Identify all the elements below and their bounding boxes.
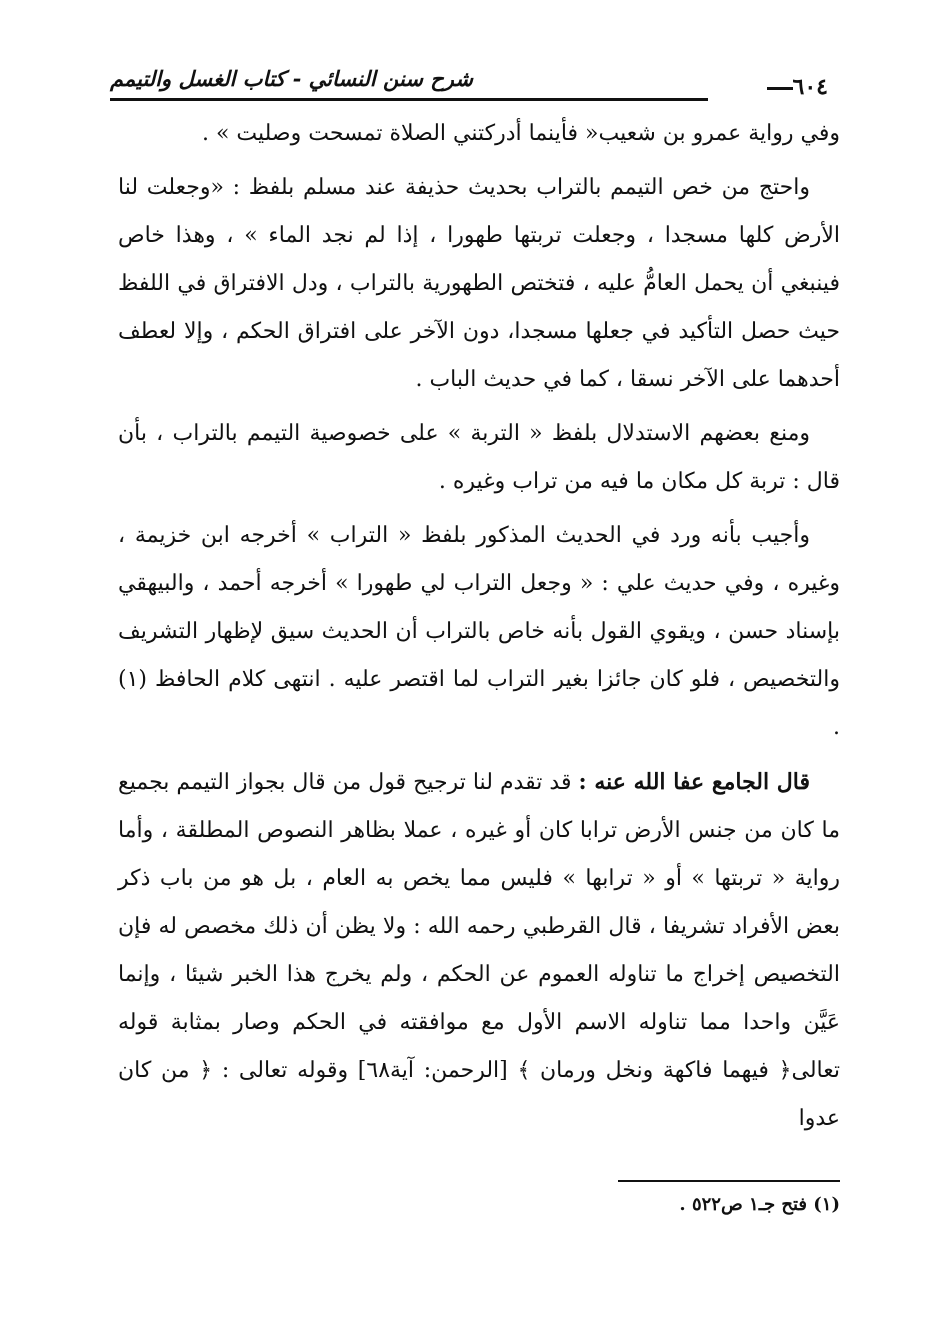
page-number-dash	[767, 87, 793, 90]
page-header	[110, 62, 828, 102]
paragraph-3: ومنع بعضهم الاستدلال بلفظ « التربة » على خصوصية التيمم بالتراب ، بأن قال : تربة كل مكان ما فيه من تراب وغيره .	[118, 421, 840, 494]
compiler-remark-lead: قال الجامع عفا الله عنه :	[578, 769, 810, 795]
paragraph-4: وأجيب بأنه ورد في الحديث المذكور بلفظ « التراب » أخرجه ابن خزيمة ، وغيره ، وفي حديث علي : « وجعل التراب لي طهورا » أخرجه أحمد ، والبيهقي بإسناد حسن ، ويقوي القول بأنه خاص بالتراب أن الحديث سيق لإظهار التشريف والتخصيص ، فلو كان جائزا بغير التراب لما اقتصر عليه . انتهى كلام الحافظ (١) .	[118, 523, 840, 740]
header-rule	[110, 98, 708, 101]
paragraph-2: واحتج من خص التيمم بالتراب بحديث حذيفة عند مسلم بلفظ : «وجعلت لنا الأرض كلها مسجدا ، وجعلت تربتها طهورا ، إذا لم نجد الماء » ، وهذا خاص فينبغي أن يحمل العامُّ عليه ، فتختص الطهورية بالتراب ، ودل الافتراق في اللفظ حيث حصل التأكيد في جعلها مسجدا، دون الآخر على افتراق الحكم ، وإلا لعطف أحدهما على الآخر نسقا ، كما في حديث الباب .	[118, 175, 840, 392]
page-number-value: ٦٠٤	[792, 74, 828, 100]
footnote: (١) فتح جـ١ ص٥٢٢ .	[679, 1194, 840, 1215]
running-title: شرح سنن النسائي - كتاب الغسل والتيمم	[110, 66, 473, 91]
paragraph-5-text: قد تقدم لنا ترجيح قول من قال بجواز التيمم بجميع ما كان من جنس الأرض ترابا كان أو غيره ، عملا بظاهر النصوص المطلقة ، وأما رواية « تربتها » أو « ترابها » فليس مما يخص به العام ، بل هو من باب ذكر بعض الأفراد تشريفا ، قال القرطبي رحمه الله : ولا يظن أن ذلك مخصص له فإن التخصيص إخراج ما تناوله العموم عن الحكم ، ولم يخرج هذا الخبر شيئا ، وإنما عَيَّن واحدا مما تناوله الاسم الأول مع موافقته في الحكم وصار بمثابة قوله تعالى﴿ فيهما فاكهة ونخل ورمان ﴾ [الرحمن: آية٦٨] وقوله تعالى : ﴿ من كان عدوا	[118, 770, 840, 1131]
main-text	[118, 110, 840, 1149]
paragraph-1: وفي رواية عمرو بن شعيب« فأينما أدركتني الصلاة تمسحت وصليت » .	[201, 121, 840, 146]
page-number	[761, 74, 828, 100]
paragraph-5	[118, 758, 840, 1143]
footnote-rule	[618, 1180, 840, 1182]
